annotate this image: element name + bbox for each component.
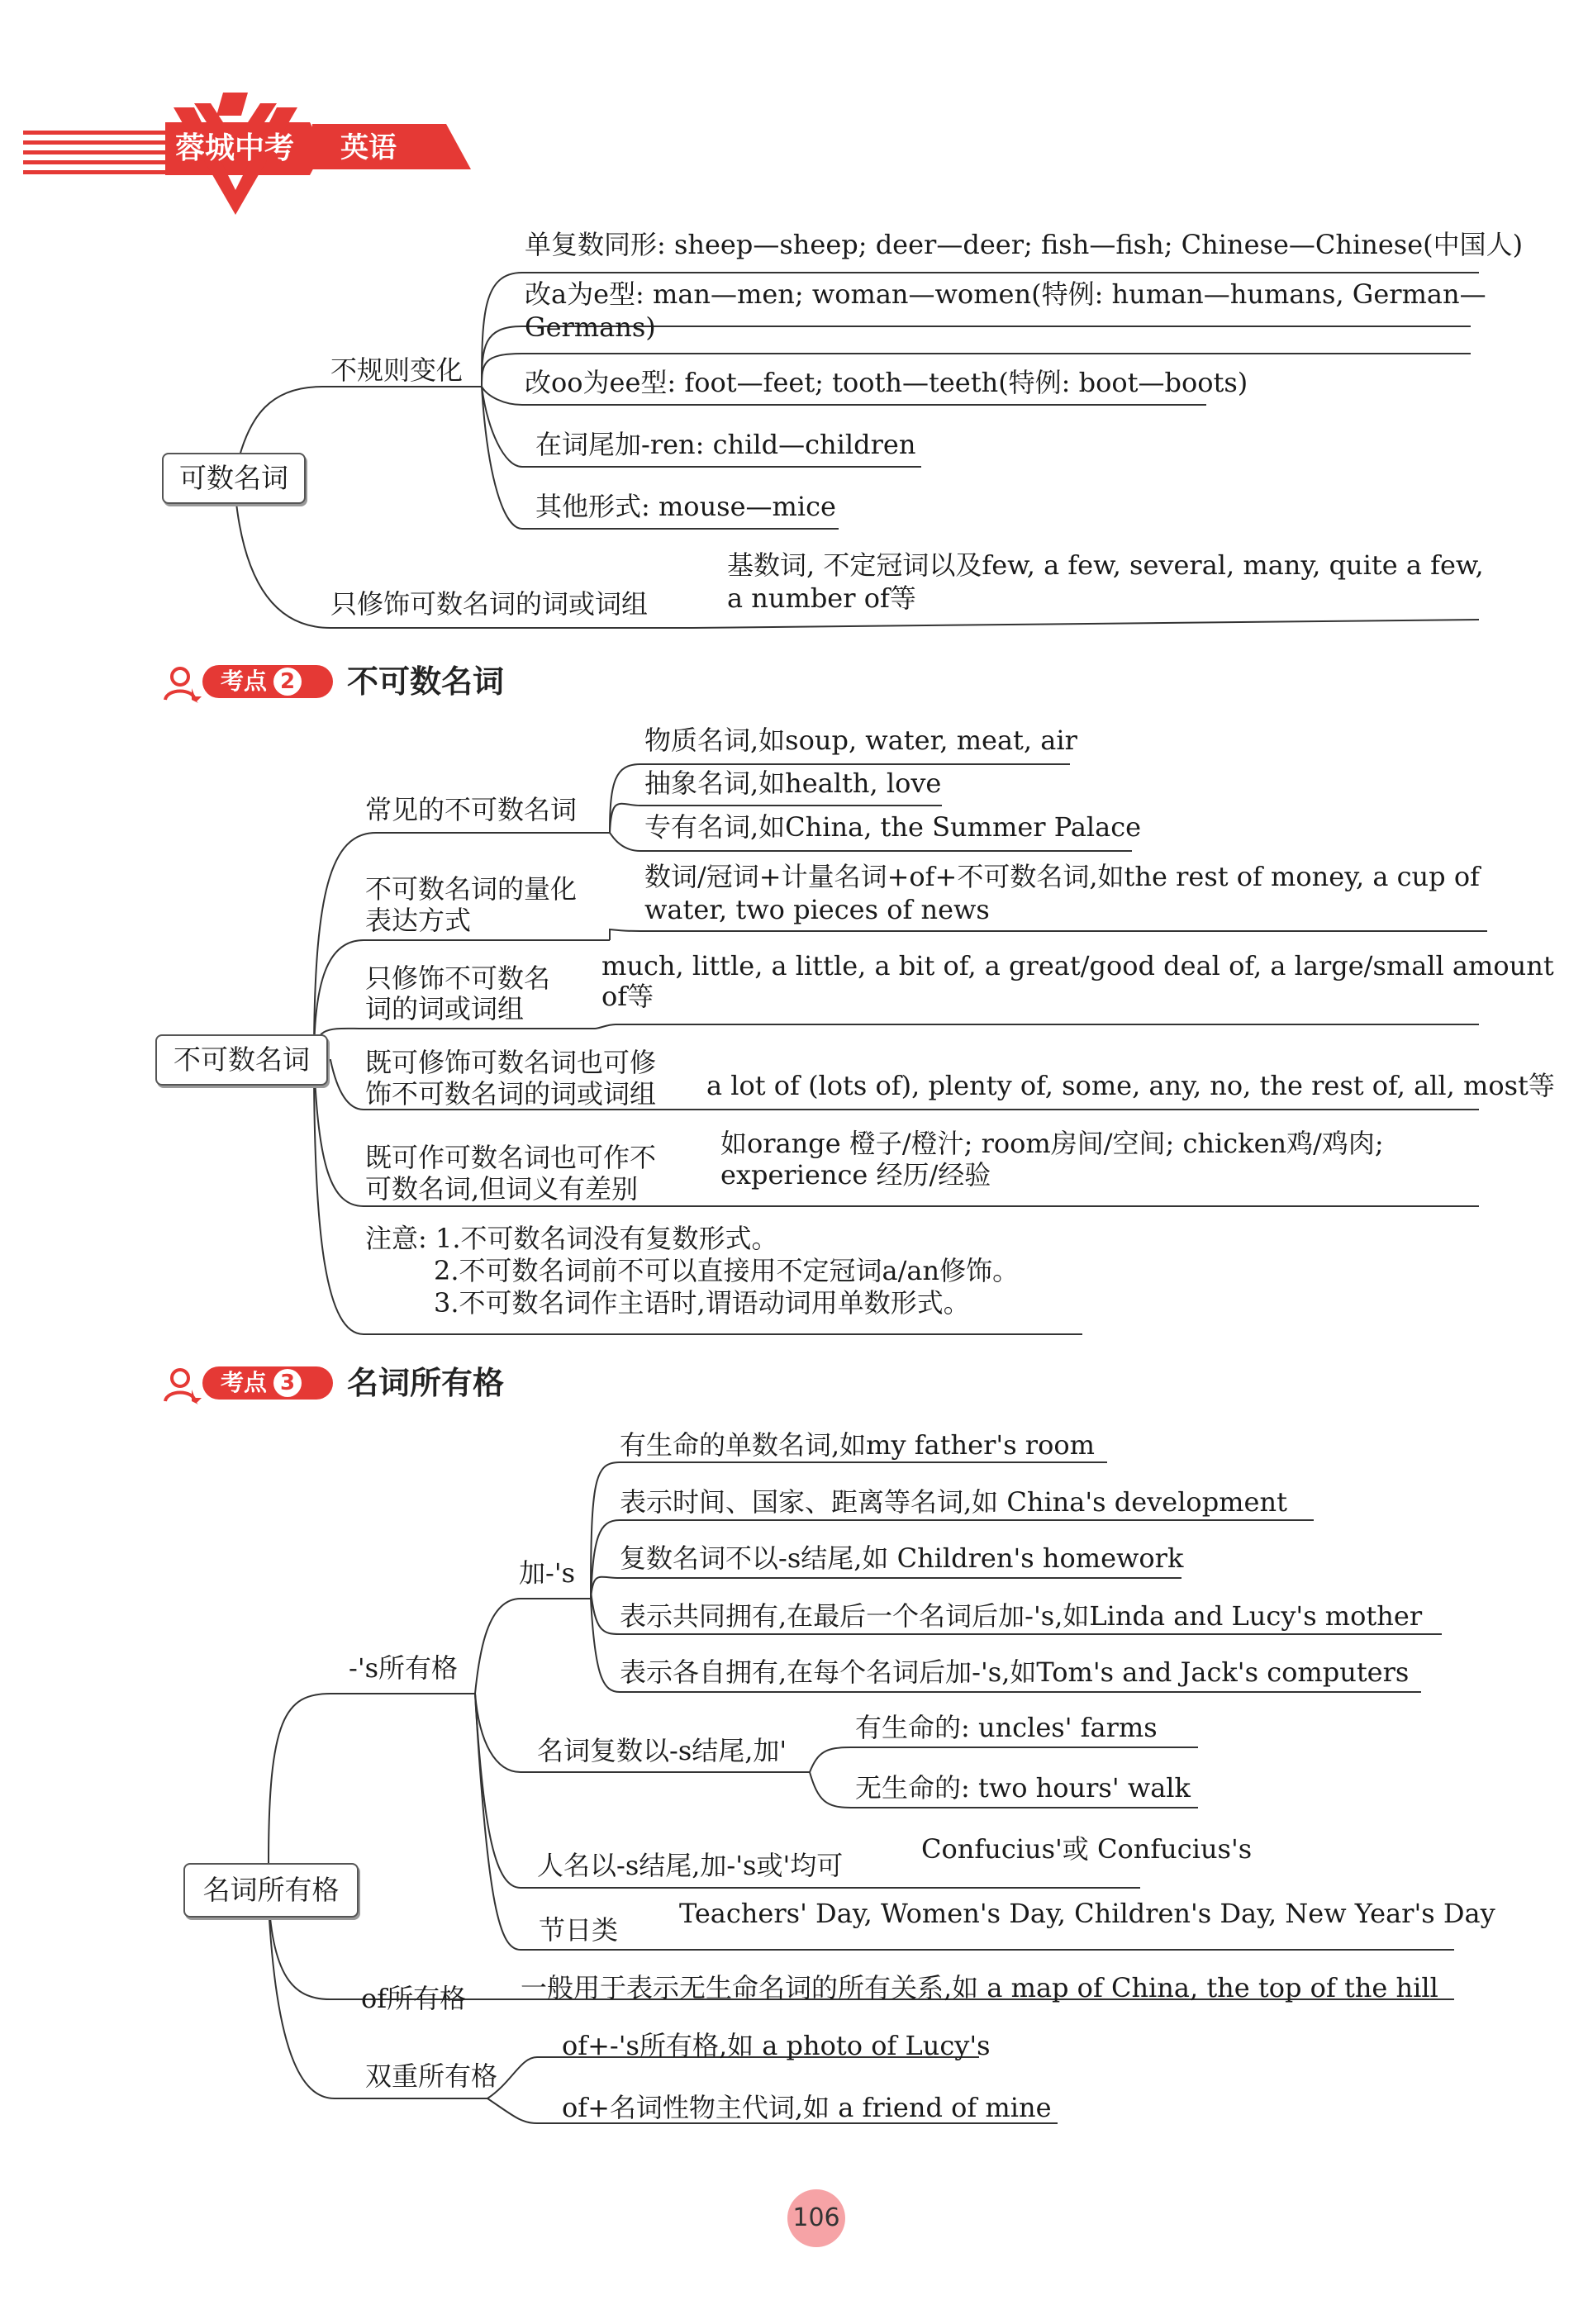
- add-s-item-1: 有生命的单数名词,如my father's room: [620, 1429, 1095, 1461]
- root-countable-nouns-label: 可数名词: [179, 462, 288, 494]
- only-uncountable-label-1: 只修饰不可数名: [365, 962, 551, 994]
- root-uncountable-nouns: [155, 1034, 328, 1086]
- common-item-2: 抽象名词,如health, love: [644, 768, 942, 799]
- irregular-label: 不规则变化: [330, 354, 464, 386]
- irregular-item-2: 改a为e型: man—men; woman—women(特例: human—humans, German—: [525, 278, 1486, 310]
- dual-label-2: 可数名词,但词义有差别: [365, 1173, 639, 1205]
- plural-item-1: 有生命的: uncles' farms: [855, 1712, 1158, 1743]
- only-uncountable-text-1: much, little, a little, a bit of, a great/good deal of, a large/small amount: [601, 950, 1554, 981]
- add-s-item-3: 复数名词不以-s结尾,如 Children's homework: [620, 1542, 1184, 1574]
- of-possessive-label: of所有格: [361, 1983, 467, 2014]
- dual-label-1: 既可作可数名词也可作不: [365, 1142, 657, 1173]
- s-possessive-label: -'s所有格: [349, 1652, 459, 1684]
- of-possessive-text: 一般用于表示无生命名词的所有关系,如 a map of China, the top of the hill: [521, 1972, 1438, 2003]
- person-icon: [162, 1365, 202, 1404]
- both-label-1: 既可修饰可数名词也可修: [365, 1047, 657, 1078]
- quantify-text-1: 数词/冠词+计量名词+of+不可数名词,如the rest of money, a cup of: [644, 861, 1480, 892]
- note-3: 3.不可数名词作主语时,谓语动词用单数形式。: [434, 1287, 970, 1319]
- exam-point-badge-3: [202, 1366, 333, 1400]
- common-item-1: 物质名词,如soup, water, meat, air: [644, 725, 1077, 756]
- add-s-label: 加-'s: [519, 1557, 576, 1589]
- add-s-item-4: 表示共同拥有,在最后一个名词后加-'s,如Linda and Lucy's mother: [620, 1600, 1423, 1632]
- page-number: 106: [787, 2189, 845, 2247]
- irregular-item-3: 改oo为ee型: foot—feet; tooth—teeth(特例: boot—boots): [525, 367, 1248, 398]
- double-possessive-label: 双重所有格: [365, 2060, 498, 2092]
- both-text: a lot of (lots of), plenty of, some, any, no, the rest of, all, most等: [706, 1070, 1555, 1101]
- quantify-label-2: 表达方式: [365, 905, 472, 936]
- double-item-2: of+名词性物主代词,如 a friend of mine: [562, 2092, 1052, 2123]
- exam-point-badge-3-number: 3: [273, 1369, 302, 1397]
- common-uncountable-label: 常见的不可数名词: [365, 794, 578, 825]
- root-uncountable-nouns-label: 不可数名词: [174, 1043, 310, 1076]
- header-series-title: 蓉城中考: [175, 131, 295, 165]
- section3-title: 名词所有格: [347, 1365, 505, 1401]
- holiday-label: 节日类: [539, 1914, 619, 1946]
- quantify-label-1: 不可数名词的量化: [365, 873, 578, 905]
- note-1: 注意: 1.不可数名词没有复数形式。: [365, 1223, 778, 1254]
- exam-point-badge-3-label: 考点: [221, 1369, 268, 1396]
- irregular-item-1: 单复数同形: sheep—sheep; deer—deer; fish—fish; Chinese—Chinese(中国人): [525, 229, 1524, 260]
- root-possessive-nouns: [183, 1863, 359, 1918]
- name-s-label: 人名以-s结尾,加-'s或'均可: [537, 1850, 844, 1881]
- common-item-3: 专有名词,如China, the Summer Palace: [644, 811, 1142, 843]
- holiday-text: Teachers' Day, Women's Day, Children's Day, New Year's Day: [679, 1898, 1495, 1929]
- irregular-item-2-cont: Germans): [525, 311, 656, 343]
- add-s-item-2: 表示时间、国家、距离等名词,如 China's development: [620, 1486, 1287, 1518]
- root-possessive-nouns-label: 名词所有格: [202, 1874, 340, 1906]
- name-s-text: Confucius'或 Confucius's: [921, 1833, 1253, 1865]
- countable-modifier-label: 只修饰可数名词的词或词组: [330, 588, 649, 620]
- only-uncountable-text-2: of等: [601, 981, 654, 1012]
- plural-s-label: 名词复数以-s结尾,加': [537, 1735, 787, 1766]
- header-subject: 英语: [340, 131, 397, 164]
- exam-point-badge-2: [202, 665, 333, 698]
- root-countable-nouns: [162, 453, 306, 504]
- quantify-text-2: water, two pieces of news: [644, 894, 990, 925]
- only-uncountable-label-2: 词的词或词组: [365, 993, 525, 1024]
- irregular-item-5: 其他形式: mouse—mice: [535, 491, 836, 522]
- person-icon: [162, 663, 202, 703]
- exam-point-badge-2-label: 考点: [221, 668, 268, 695]
- add-s-item-5: 表示各自拥有,在每个名词后加-'s,如Tom's and Jack's computers: [620, 1656, 1410, 1688]
- plural-item-2: 无生命的: two hours' walk: [855, 1772, 1191, 1804]
- countable-modifier-line1: 基数词, 不定冠词以及few, a few, several, many, quite a few,: [727, 549, 1484, 581]
- section2-title: 不可数名词: [347, 663, 505, 700]
- irregular-item-4: 在词尾加-ren: child—children: [535, 429, 916, 460]
- note-2: 2.不可数名词前不可以直接用不定冠词a/an修饰。: [434, 1255, 1020, 1286]
- dual-text-2: experience 经历/经验: [720, 1159, 991, 1191]
- dual-text-1: 如orange 橙子/橙汁; room房间/空间; chicken鸡/鸡肉;: [720, 1128, 1384, 1159]
- both-label-2: 饰不可数名词的词或词组: [365, 1078, 657, 1110]
- countable-modifier-line2: a number of等: [727, 582, 916, 614]
- exam-point-badge-2-number: 2: [273, 668, 302, 696]
- double-item-1: of+-'s所有格,如 a photo of Lucy's: [562, 2030, 991, 2061]
